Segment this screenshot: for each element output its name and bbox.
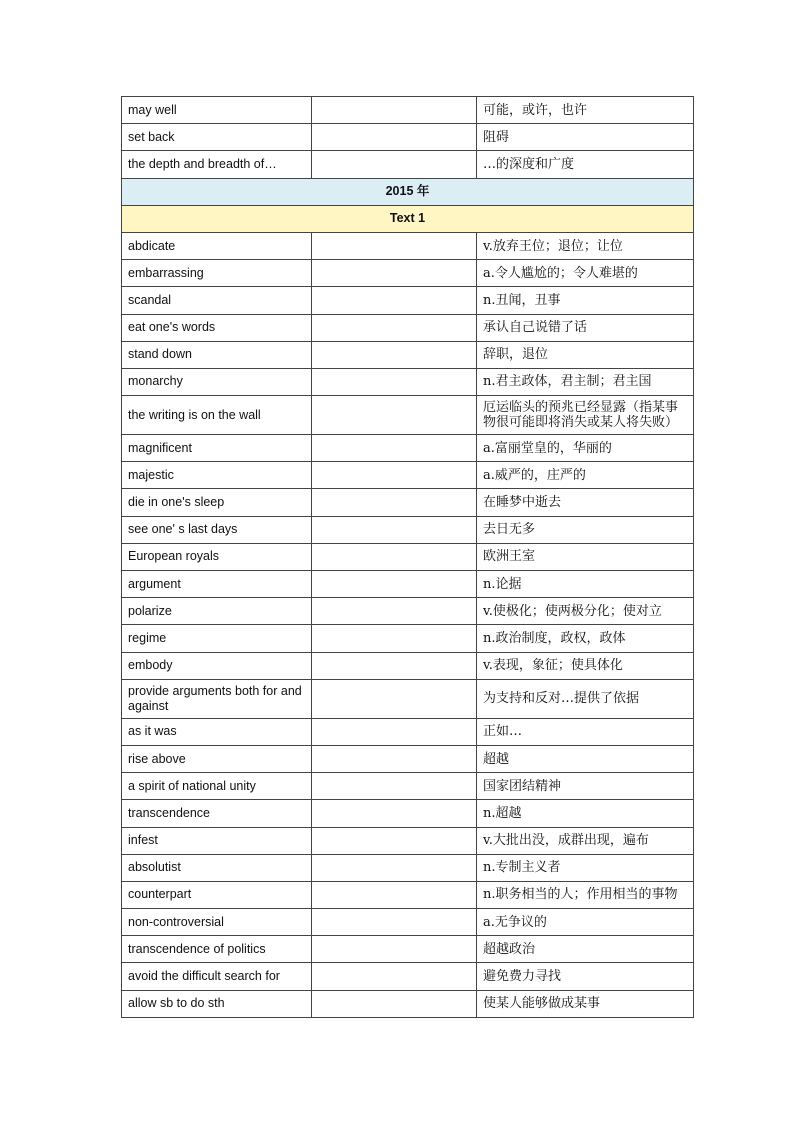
chinese-definition-cell: n.职务相当的人；作用相当的事物 xyxy=(477,881,694,908)
blank-cell xyxy=(312,435,477,462)
table-row xyxy=(122,800,694,827)
english-term-cell: counterpart xyxy=(122,881,312,908)
blank-cell xyxy=(312,314,477,341)
chinese-definition-cell: n.超越 xyxy=(477,800,694,827)
blank-cell xyxy=(312,625,477,652)
blank-cell xyxy=(312,151,477,178)
blank-cell xyxy=(312,124,477,151)
blank-cell xyxy=(312,963,477,990)
chinese-definition-cell: 在睡梦中逝去 xyxy=(477,489,694,516)
english-term-cell: stand down xyxy=(122,341,312,368)
text-header: Text 1 xyxy=(122,205,694,232)
table-row xyxy=(122,516,694,543)
english-term-cell: as it was xyxy=(122,718,312,745)
table-row xyxy=(122,462,694,489)
english-term-cell: may well xyxy=(122,97,312,124)
table-row xyxy=(122,396,694,435)
chinese-definition-cell: v.放弃王位；退位；让位 xyxy=(477,232,694,259)
blank-cell xyxy=(312,232,477,259)
english-term-cell: provide arguments both for and against xyxy=(122,679,312,718)
chinese-definition-cell: n.丑闻，丑事 xyxy=(477,287,694,314)
english-term-cell: majestic xyxy=(122,462,312,489)
table-row xyxy=(122,287,694,314)
blank-cell xyxy=(312,679,477,718)
chinese-definition-cell: 为支持和反对…提供了依据 xyxy=(477,679,694,718)
blank-cell xyxy=(312,936,477,963)
table-row xyxy=(122,936,694,963)
blank-cell xyxy=(312,773,477,800)
table-row xyxy=(122,679,694,718)
english-term-cell: polarize xyxy=(122,598,312,625)
table-row xyxy=(122,151,694,178)
english-term-cell: see one' s last days xyxy=(122,516,312,543)
chinese-definition-cell: 阻碍 xyxy=(477,124,694,151)
english-term-cell: European royals xyxy=(122,543,312,570)
chinese-definition-cell: 去日无多 xyxy=(477,516,694,543)
chinese-definition-cell: 使某人能够做成某事 xyxy=(477,990,694,1017)
chinese-definition-cell: 可能，或许，也许 xyxy=(477,97,694,124)
english-term-cell: embarrassing xyxy=(122,260,312,287)
english-term-cell: magnificent xyxy=(122,435,312,462)
english-term-cell: non-controversial xyxy=(122,909,312,936)
table-row xyxy=(122,314,694,341)
chinese-definition-cell: n.专制主义者 xyxy=(477,854,694,881)
english-term-cell: absolutist xyxy=(122,854,312,881)
table-row xyxy=(122,854,694,881)
year-header: 2015 年 xyxy=(122,178,694,205)
table-row xyxy=(122,652,694,679)
chinese-definition-cell: 厄运临头的预兆已经显露（指某事物很可能即将消失或某人将失败） xyxy=(477,396,694,435)
chinese-definition-cell: 避免费力寻找 xyxy=(477,963,694,990)
blank-cell xyxy=(312,800,477,827)
english-term-cell: die in one's sleep xyxy=(122,489,312,516)
english-term-cell: transcendence of politics xyxy=(122,936,312,963)
chinese-definition-cell: 超越政治 xyxy=(477,936,694,963)
chinese-definition-cell: 辞职，退位 xyxy=(477,341,694,368)
table-row xyxy=(122,232,694,259)
english-term-cell: rise above xyxy=(122,745,312,772)
blank-cell xyxy=(312,881,477,908)
blank-cell xyxy=(312,260,477,287)
english-term-cell: avoid the difficult search for xyxy=(122,963,312,990)
blank-cell xyxy=(312,652,477,679)
chinese-definition-cell: v.大批出没，成群出现，遍布 xyxy=(477,827,694,854)
chinese-definition-cell: 承认自己说错了话 xyxy=(477,314,694,341)
english-term-cell: the writing is on the wall xyxy=(122,396,312,435)
table-row xyxy=(122,571,694,598)
chinese-definition-cell: a.无争议的 xyxy=(477,909,694,936)
chinese-definition-cell: 正如… xyxy=(477,718,694,745)
english-term-cell: embody xyxy=(122,652,312,679)
table-row xyxy=(122,745,694,772)
blank-cell xyxy=(312,598,477,625)
table-row xyxy=(122,368,694,395)
english-term-cell: regime xyxy=(122,625,312,652)
english-term-cell: eat one's words xyxy=(122,314,312,341)
english-term-cell: transcendence xyxy=(122,800,312,827)
chinese-definition-cell: 欧洲王室 xyxy=(477,543,694,570)
table-row xyxy=(122,489,694,516)
chinese-definition-cell: …的深度和广度 xyxy=(477,151,694,178)
table-row xyxy=(122,341,694,368)
blank-cell xyxy=(312,571,477,598)
english-term-cell: abdicate xyxy=(122,232,312,259)
blank-cell xyxy=(312,827,477,854)
table-row xyxy=(122,963,694,990)
english-term-cell: the depth and breadth of… xyxy=(122,151,312,178)
english-term-cell: argument xyxy=(122,571,312,598)
chinese-definition-cell: 超越 xyxy=(477,745,694,772)
blank-cell xyxy=(312,543,477,570)
blank-cell xyxy=(312,287,477,314)
blank-cell xyxy=(312,368,477,395)
english-term-cell: scandal xyxy=(122,287,312,314)
blank-cell xyxy=(312,489,477,516)
blank-cell xyxy=(312,462,477,489)
english-term-cell: set back xyxy=(122,124,312,151)
blank-cell xyxy=(312,396,477,435)
chinese-definition-cell: v.表现，象征；使具体化 xyxy=(477,652,694,679)
text-header-row xyxy=(122,205,694,232)
vocabulary-table-body xyxy=(122,97,694,1018)
table-row xyxy=(122,124,694,151)
table-row xyxy=(122,598,694,625)
year-header-row xyxy=(122,178,694,205)
blank-cell xyxy=(312,909,477,936)
blank-cell xyxy=(312,718,477,745)
table-row xyxy=(122,543,694,570)
table-row xyxy=(122,827,694,854)
english-term-cell: infest xyxy=(122,827,312,854)
table-row xyxy=(122,990,694,1017)
chinese-definition-cell: n.君主政体，君主制；君主国 xyxy=(477,368,694,395)
chinese-definition-cell: 国家团结精神 xyxy=(477,773,694,800)
blank-cell xyxy=(312,341,477,368)
table-row xyxy=(122,97,694,124)
chinese-definition-cell: a.威严的，庄严的 xyxy=(477,462,694,489)
blank-cell xyxy=(312,990,477,1017)
chinese-definition-cell: n.政治制度，政权，政体 xyxy=(477,625,694,652)
blank-cell xyxy=(312,516,477,543)
english-term-cell: a spirit of national unity xyxy=(122,773,312,800)
table-row xyxy=(122,718,694,745)
chinese-definition-cell: a.令人尴尬的；令人难堪的 xyxy=(477,260,694,287)
table-row xyxy=(122,881,694,908)
table-row xyxy=(122,625,694,652)
table-row xyxy=(122,773,694,800)
chinese-definition-cell: n.论据 xyxy=(477,571,694,598)
table-row xyxy=(122,909,694,936)
chinese-definition-cell: a.富丽堂皇的，华丽的 xyxy=(477,435,694,462)
english-term-cell: allow sb to do sth xyxy=(122,990,312,1017)
blank-cell xyxy=(312,854,477,881)
table-row xyxy=(122,260,694,287)
blank-cell xyxy=(312,745,477,772)
english-term-cell: monarchy xyxy=(122,368,312,395)
chinese-definition-cell: v.使极化；使两极分化；使对立 xyxy=(477,598,694,625)
blank-cell xyxy=(312,97,477,124)
table-row xyxy=(122,435,694,462)
vocabulary-table xyxy=(121,96,694,1018)
